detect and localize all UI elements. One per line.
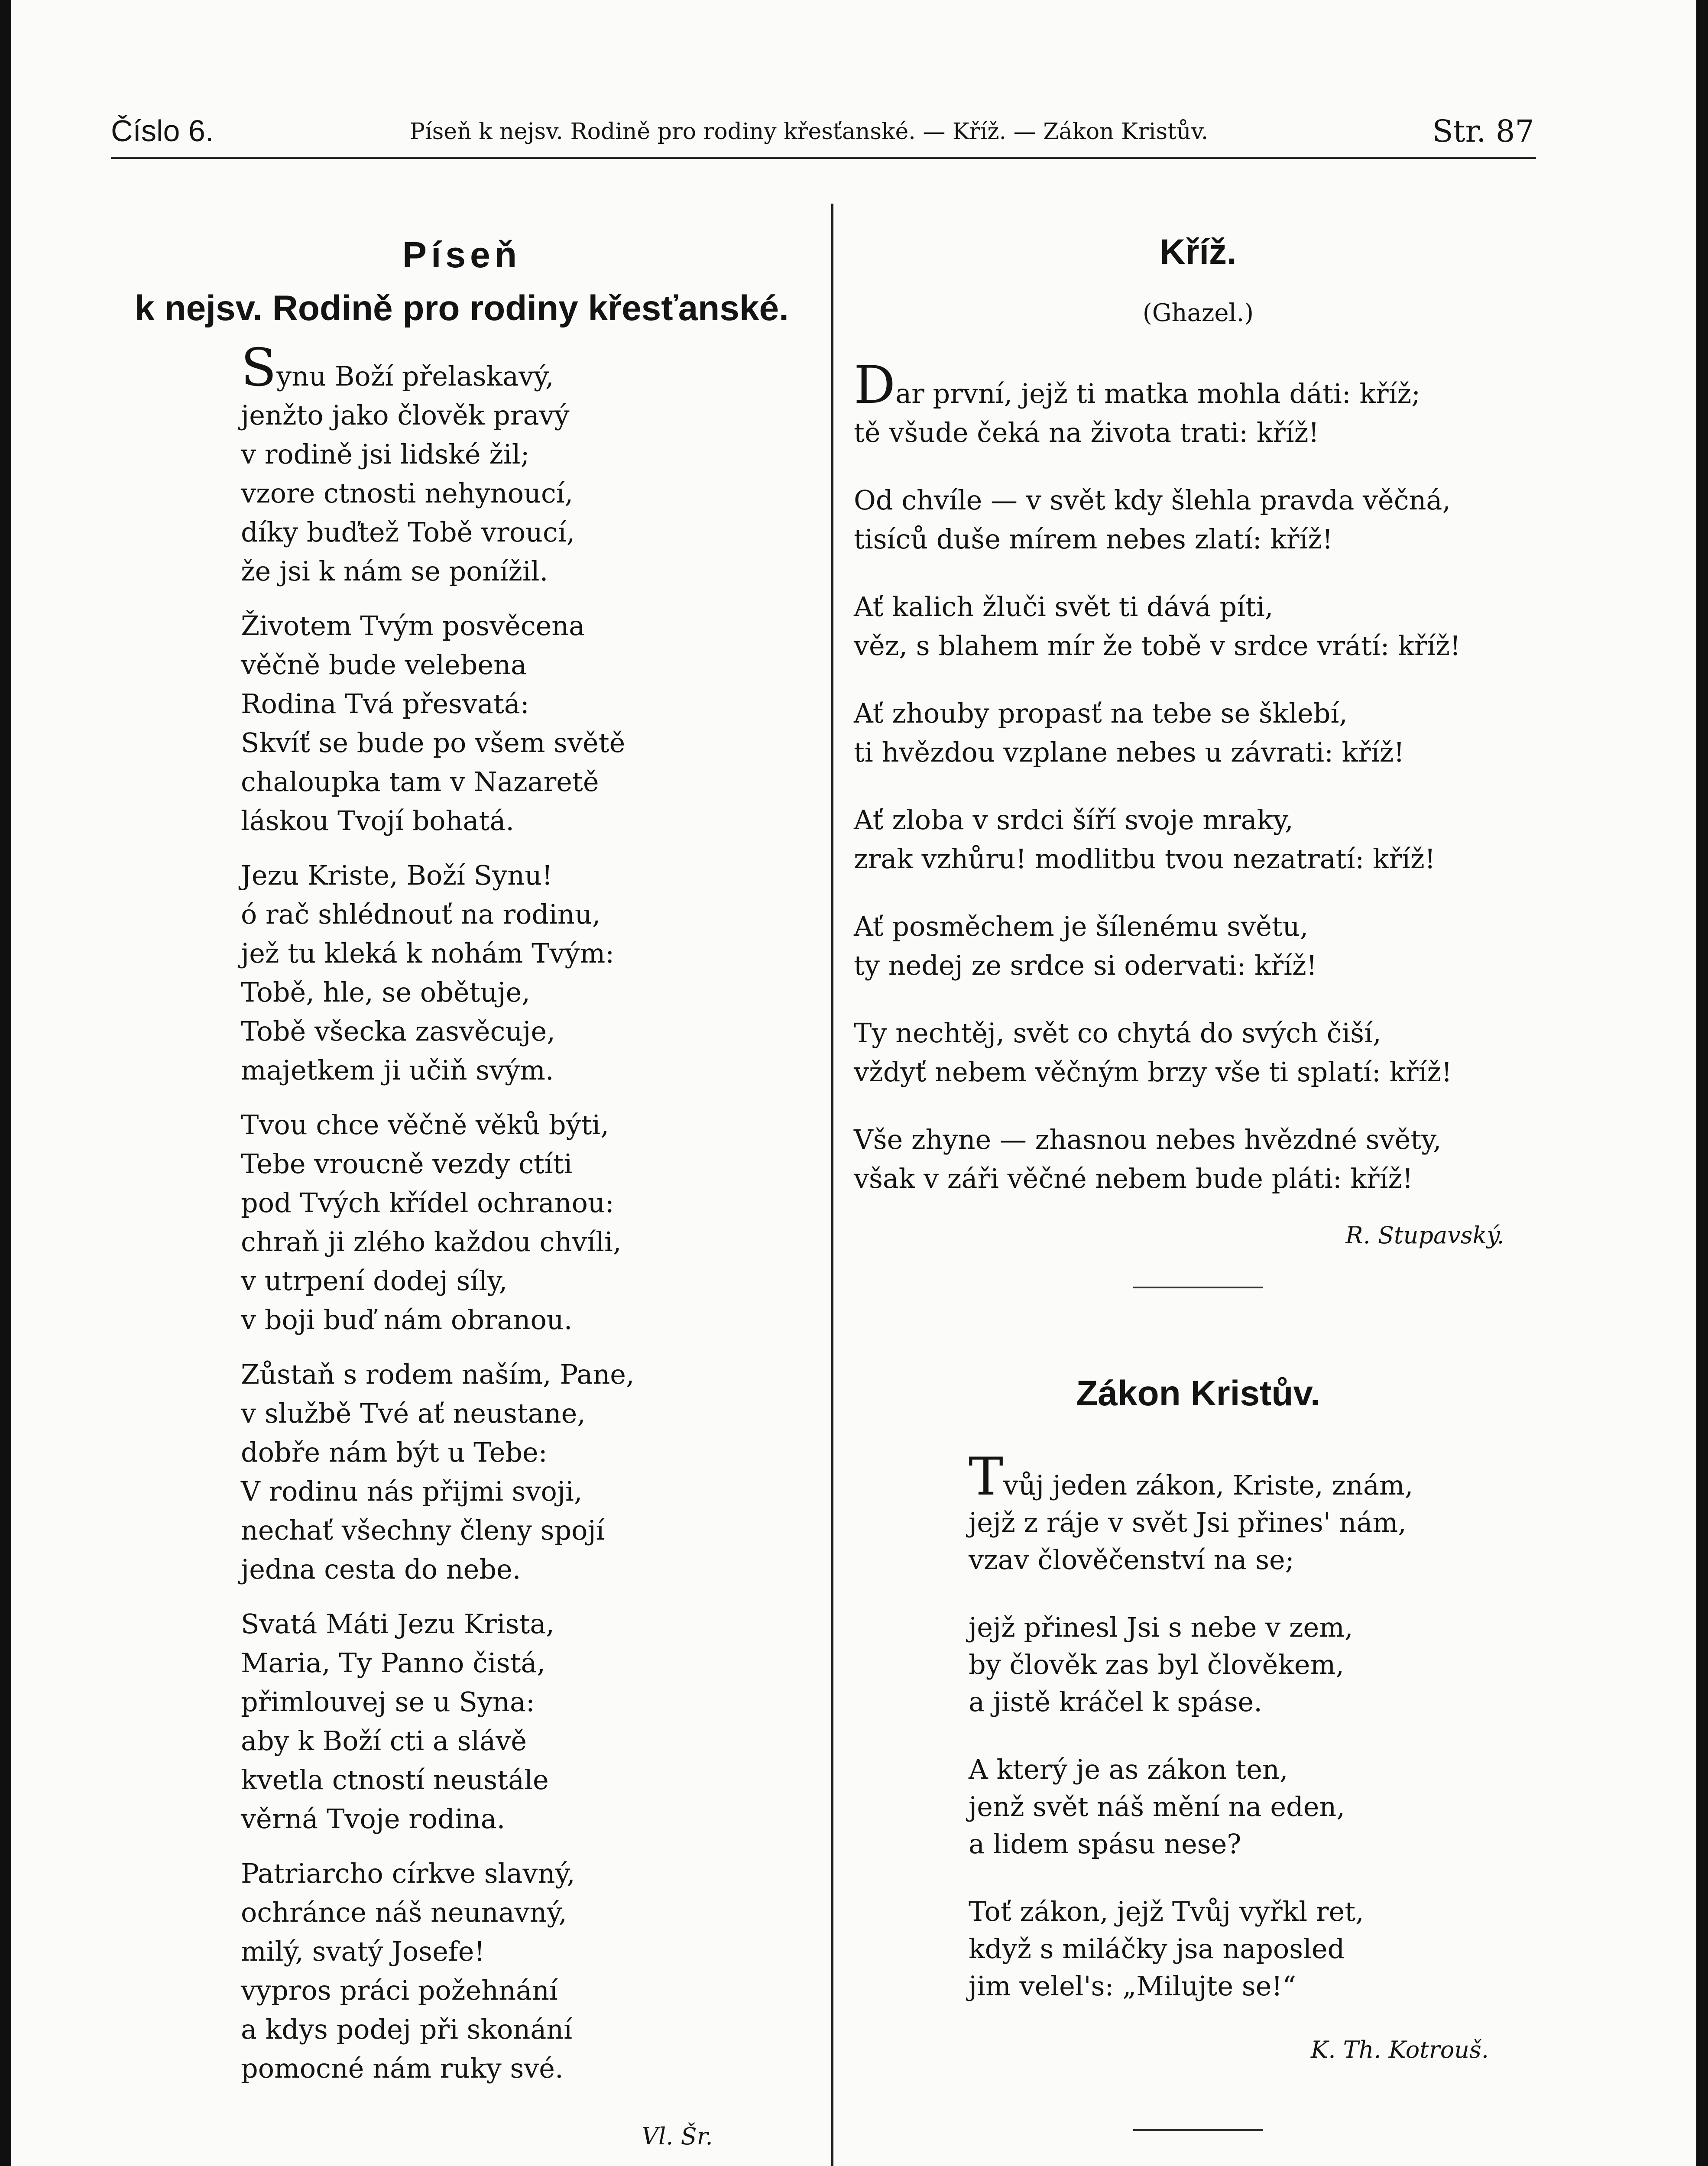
verse-line: jim velel's: „Milujte se!“ <box>969 1970 1296 2002</box>
verse-line: jenžto jako člověk pravý <box>241 399 570 431</box>
drop-cap: S <box>241 338 277 398</box>
verse-line: přimlouvej se u Syna: <box>241 1686 535 1718</box>
verse-line: Ať zhouby propasť na tebe se šklebí, <box>854 697 1348 729</box>
verse-line: ó rač shlédnouť na rodinu, <box>241 898 601 930</box>
verse-line: Skvíť se bude po všem světě <box>241 727 626 759</box>
poem1-subtitle: k nejsv. Rodině pro rodiny křesťanské. <box>135 289 789 328</box>
poem1-title: Píseň <box>402 234 522 275</box>
verse-line: Vše zhyne — zhasnou nebes hvězdné světy, <box>854 1124 1442 1155</box>
verse-line-rest: ynu Boží přelaskavý, <box>276 360 554 392</box>
verse-line: tisíců duše mírem nebes zlatí: kříž! <box>854 523 1333 555</box>
drop-cap: D <box>854 355 896 415</box>
verse-line: v utrpení dodej síly, <box>241 1265 508 1297</box>
page-number: Str. 87 <box>1432 113 1534 149</box>
verse-line: jenž svět náš mění na eden, <box>969 1791 1345 1822</box>
verse-line: a lidem spásu nese? <box>969 1828 1241 1860</box>
stanza <box>241 1355 635 1589</box>
verse-line: vzav člověčenství na se; <box>969 1544 1294 1576</box>
stanza <box>241 1106 635 1339</box>
issue-number: Číslo 6. <box>111 114 214 148</box>
verse-line: ti hvězdou vzplane nebes u závrati: kříž! <box>854 736 1405 768</box>
verse-line: a kdys podej při skonání <box>241 2014 573 2045</box>
verse-line-rest: vůj jeden zákon, Kriste, znám, <box>1003 1469 1413 1501</box>
verse-line: jedna cesta do nebe. <box>241 1553 521 1585</box>
verse-line: a jistě kráčel k spáse. <box>969 1686 1262 1718</box>
stanza <box>241 606 635 840</box>
page <box>11 0 1696 2166</box>
verse-line <box>241 338 635 398</box>
stanza <box>854 694 1461 772</box>
verse-line: Životem Tvým posvěcena <box>241 610 585 642</box>
verse-line <box>969 1447 1413 1507</box>
verse-line: aby k Boží cti a slávě <box>241 1725 527 1757</box>
drop-cap: T <box>969 1447 1004 1507</box>
poem1-body <box>241 338 635 2104</box>
verse-line: v rodině jsi lidské žil; <box>241 438 530 470</box>
verse-line: Zůstaň s rodem naším, Pane, <box>241 1359 635 1390</box>
verse-line: díky buďtež Tobě vroucí, <box>241 516 575 548</box>
verse-line: pomocné nám ruky své. <box>241 2053 564 2084</box>
stanza <box>241 856 635 1090</box>
verse-line: však v záři věčné nebem bude pláti: kříž! <box>854 1163 1413 1194</box>
poem2-title: Kříž. <box>1160 232 1237 272</box>
verse-line: nechať všechny členy spojí <box>241 1514 605 1546</box>
stanza <box>969 1893 1413 2005</box>
poem3-body <box>969 1447 1413 2035</box>
verse-line: Ty nechtěj, svět co chytá do svých čiší, <box>854 1017 1381 1049</box>
verse-line: věz, s blahem mír že tobě v srdce vrátí: kříž! <box>854 630 1461 661</box>
verse-line: Jezu Kriste, Boží Synu! <box>241 859 553 891</box>
stanza <box>854 587 1461 665</box>
stanza <box>241 338 635 591</box>
poem1-author: Vl. Šr. <box>642 2123 713 2150</box>
verse-line-rest: ar první, jejž ti matka mohla dáti: kříž; <box>895 378 1421 409</box>
running-header <box>111 113 1534 157</box>
verse-line: Tvou chce věčně věků býti, <box>241 1109 609 1141</box>
stanza <box>854 355 1461 452</box>
verse-line: vždyť nebem věčným brzy vše ti splatí: kříž! <box>854 1056 1452 1088</box>
verse-line: že jsi k nám se ponížil. <box>241 555 548 587</box>
stanza <box>854 801 1461 879</box>
verse-line: Ať posměchem je šílenému světu, <box>854 911 1309 942</box>
poem3-title: Zákon Kristův. <box>1076 1374 1320 1413</box>
poem2-body <box>854 355 1461 1227</box>
verse-line: jež tu kleká k nohám Tvým: <box>241 937 615 969</box>
verse-line: Od chvíle — v svět kdy šlehla pravda věčná, <box>854 484 1451 516</box>
verse-line: Tebe vroucně vezdy ctíti <box>241 1148 573 1180</box>
verse-line: V rodinu nás přijmi svoji, <box>241 1475 583 1507</box>
verse-line: A který je as zákon ten, <box>969 1754 1288 1785</box>
verse-line: ty nedej ze srdce si odervati: kříž! <box>854 950 1317 981</box>
separator-rule <box>1133 2129 1263 2131</box>
verse-line: Tobě, hle, se obětuje, <box>241 976 530 1008</box>
verse-line: věrná Tvoje rodina. <box>241 1803 506 1835</box>
verse-line: Ať kalich žluči svět ti dává píti, <box>854 591 1274 623</box>
verse-line: Toť zákon, jejž Tvůj vyřkl ret, <box>969 1896 1364 1927</box>
stanza <box>854 1120 1461 1198</box>
poem2-author: R. Stupavský. <box>1345 1222 1504 1249</box>
verse-line: vypros práci požehnání <box>241 1975 558 2006</box>
verse-line: Tobě všecka zasvěcuje, <box>241 1015 555 1047</box>
stanza <box>854 907 1461 985</box>
poem3-author: K. Th. Kotrouš. <box>1311 2036 1489 2063</box>
stanza <box>241 1854 635 2088</box>
stanza <box>969 1609 1413 1721</box>
verse-line: láskou Tvojí bohatá. <box>241 805 515 837</box>
verse-line: dobře nám být u Tebe: <box>241 1436 548 1468</box>
stanza <box>969 1751 1413 1863</box>
verse-line: věčně bude velebena <box>241 649 527 681</box>
running-title: Píseň k nejsv. Rodině pro rodiny křesťanské. — Kříž. — Zákon Kristův. <box>410 119 1209 145</box>
verse-line: v boji buď nám obranou. <box>241 1304 573 1336</box>
verse-line: ochránce náš neunavný, <box>241 1897 567 1928</box>
verse-line: vzore ctnosti nehynoucí, <box>241 477 574 509</box>
verse-line: Svatá Máti Jezu Krista, <box>241 1608 554 1640</box>
verse-line: by člověk zas byl člověkem, <box>969 1649 1345 1680</box>
verse-line: Ať zloba v srdci šíří svoje mraky, <box>854 804 1293 836</box>
header-rule <box>111 157 1536 159</box>
stanza <box>854 1014 1461 1092</box>
verse-line: majetkem ji učiň svým. <box>241 1054 554 1086</box>
verse-line: milý, svatý Josefe! <box>241 1936 485 1967</box>
verse-line: jejž přinesl Jsi s nebe v zem, <box>969 1612 1353 1643</box>
stanza <box>969 1447 1413 1579</box>
separator-rule <box>1133 1287 1263 1288</box>
verse-line: jejž z ráje v svět Jsi přines' nám, <box>969 1507 1407 1538</box>
verse-line: Rodina Tvá přesvatá: <box>241 688 529 720</box>
poem2-subtitle: (Ghazel.) <box>1142 299 1254 327</box>
verse-line: chaloupka tam v Nazaretě <box>241 766 599 798</box>
verse-line: chraň ji zlého každou chvíli, <box>241 1226 622 1258</box>
verse-line: tě všude čeká na života trati: kříž! <box>854 417 1319 448</box>
verse-line: zrak vzhůru! modlitbu tvou nezatratí: kříž! <box>854 843 1436 875</box>
verse-line <box>854 355 1461 415</box>
verse-line: když s miláčky jsa naposled <box>969 1933 1345 1965</box>
verse-line: Maria, Ty Panno čistá, <box>241 1647 546 1679</box>
stanza <box>854 481 1461 559</box>
stanza <box>241 1605 635 1839</box>
verse-line: pod Tvých křídel ochranou: <box>241 1187 614 1219</box>
verse-line: v službě Tvé ať neustane, <box>241 1398 586 1429</box>
verse-line: Patriarcho církve slavný, <box>241 1858 575 1889</box>
verse-line: kvetla ctností neustále <box>241 1764 549 1796</box>
column-divider <box>831 204 833 2166</box>
